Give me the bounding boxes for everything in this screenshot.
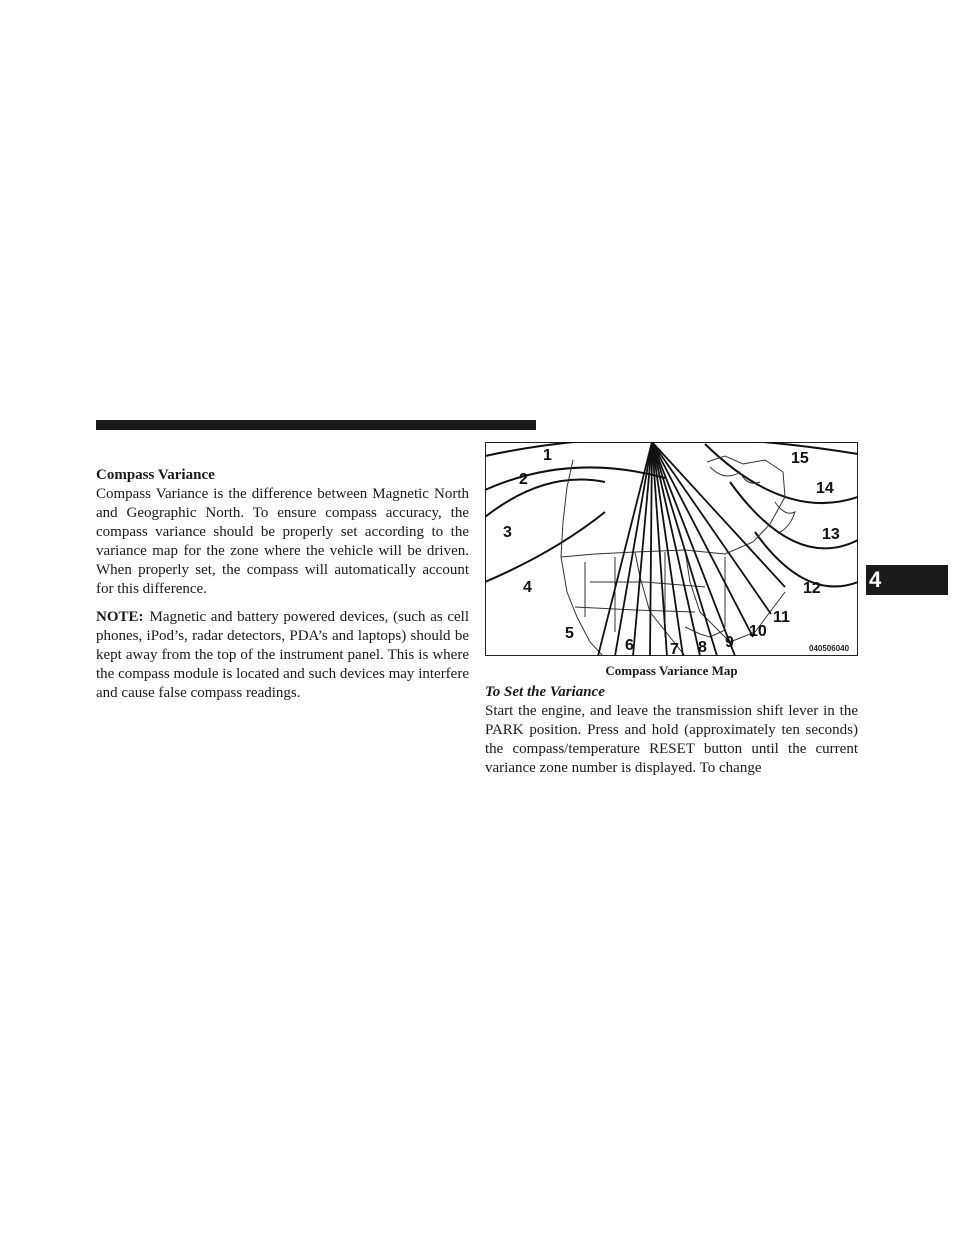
zone-label: 10 bbox=[749, 623, 767, 640]
zone-label: 9 bbox=[725, 634, 734, 651]
zone-label: 14 bbox=[816, 480, 834, 497]
note-label: NOTE: bbox=[96, 609, 144, 625]
variance-map-graphic bbox=[485, 442, 858, 656]
figure-caption: Compass Variance Map bbox=[605, 663, 738, 678]
zone-label: 11 bbox=[773, 609, 790, 626]
map-frame bbox=[486, 443, 858, 656]
section-rule bbox=[96, 420, 536, 430]
zone-label: 7 bbox=[670, 641, 679, 656]
zone-label: 13 bbox=[822, 526, 840, 543]
zone-label: 12 bbox=[803, 580, 821, 597]
zone-label: 2 bbox=[519, 471, 528, 488]
note-paragraph bbox=[96, 608, 469, 703]
subheading: To Set the Variance bbox=[485, 684, 605, 700]
zone-label: 6 bbox=[625, 637, 634, 654]
chapter-tab: 4 bbox=[866, 565, 948, 595]
left-column bbox=[96, 466, 469, 703]
compass-variance-map bbox=[485, 442, 858, 656]
zone-label: 1 bbox=[543, 447, 552, 464]
zone-label: 4 bbox=[523, 579, 532, 596]
note-text: Magnetic and battery powered devices, (such as cell phones, iPod’s, radar detectors, PDA’s and laptops) should be kept away from the top of the instrument panel. This is where the compass module is located and such devices may interfere and cause false compass readings. bbox=[96, 609, 469, 701]
zone-label: 3 bbox=[503, 524, 512, 541]
section-heading: Compass Variance bbox=[96, 467, 215, 483]
zone-label: 15 bbox=[791, 450, 809, 467]
set-variance-paragraph: Start the engine, and leave the transmission shift lever in the PARK position. Press and hold (approximately ten seconds) the compass/temperature RESET button until the current variance zone number is displayed. To change bbox=[485, 703, 858, 776]
right-column bbox=[485, 442, 858, 778]
zone-label: 8 bbox=[698, 639, 707, 656]
zone-label: 5 bbox=[565, 625, 574, 642]
image-code: 040506040 bbox=[809, 644, 850, 653]
compass-variance-paragraph: Compass Variance is the difference between Magnetic North and Geographic North. To ensure compass accuracy, the compass variance should be properly set according to the variance map for the zone where the vehicle will be driven. When properly set, the compass will automatically account for this difference. bbox=[96, 486, 469, 597]
